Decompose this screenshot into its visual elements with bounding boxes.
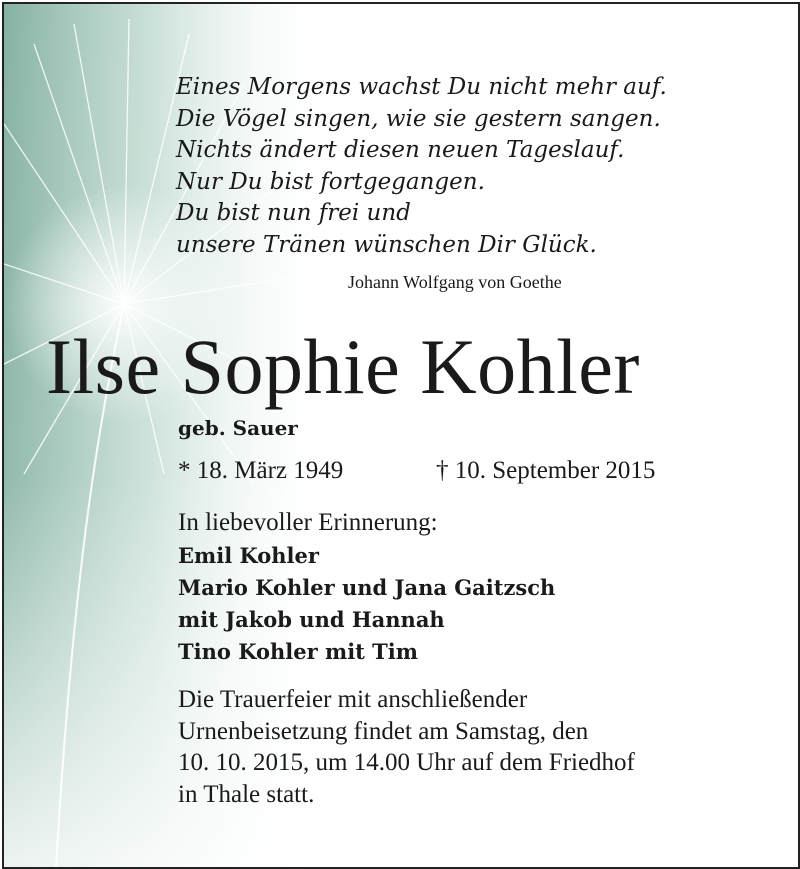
- funeral-line: in Thale statt.: [178, 780, 315, 808]
- mourner-entry: Tino Kohler mit Tim: [178, 639, 419, 664]
- obituary-notice: [2, 2, 800, 869]
- funeral-notice: [178, 684, 788, 810]
- poem-author: Johann Wolfgang von Goethe: [348, 272, 562, 292]
- poem-line: Eines Morgens wachst Du nicht mehr auf.: [176, 74, 667, 100]
- poem-line: unsere Tränen wünschen Dir Glück.: [176, 231, 597, 258]
- deceased-name: Ilse Sophie Kohler: [46, 323, 640, 410]
- poem: [176, 72, 667, 261]
- funeral-line: Die Trauerfeier mit anschließender: [178, 686, 528, 713]
- mourners-list: [178, 540, 555, 668]
- death-date: † 10. September 2015: [436, 457, 656, 484]
- funeral-line: 10. 10. 2015, um 14.00 Uhr auf dem Friedhof: [178, 749, 635, 776]
- poem-line: Die Vögel singen, wie sie gestern sangen.: [176, 105, 661, 132]
- poem-line: Nur Du bist fortgegangen.: [176, 168, 485, 195]
- poem-line: Du bist nun frei und: [176, 200, 411, 226]
- birth-date: * 18. März 1949: [178, 457, 344, 484]
- maiden-name: geb. Sauer: [178, 416, 298, 440]
- funeral-line: Urnenbeisetzung findet am Samstag, den: [178, 717, 589, 745]
- memory-heading: In liebevoller Erinnerung:: [178, 509, 438, 536]
- mourner-entry: Emil Kohler: [178, 543, 319, 568]
- mourner-entry: mit Jakob und Hannah: [178, 607, 445, 632]
- mourner-entry: Mario Kohler und Jana Gaitzsch: [178, 575, 556, 600]
- poem-line: Nichts ändert diesen neuen Tageslauf.: [176, 137, 625, 163]
